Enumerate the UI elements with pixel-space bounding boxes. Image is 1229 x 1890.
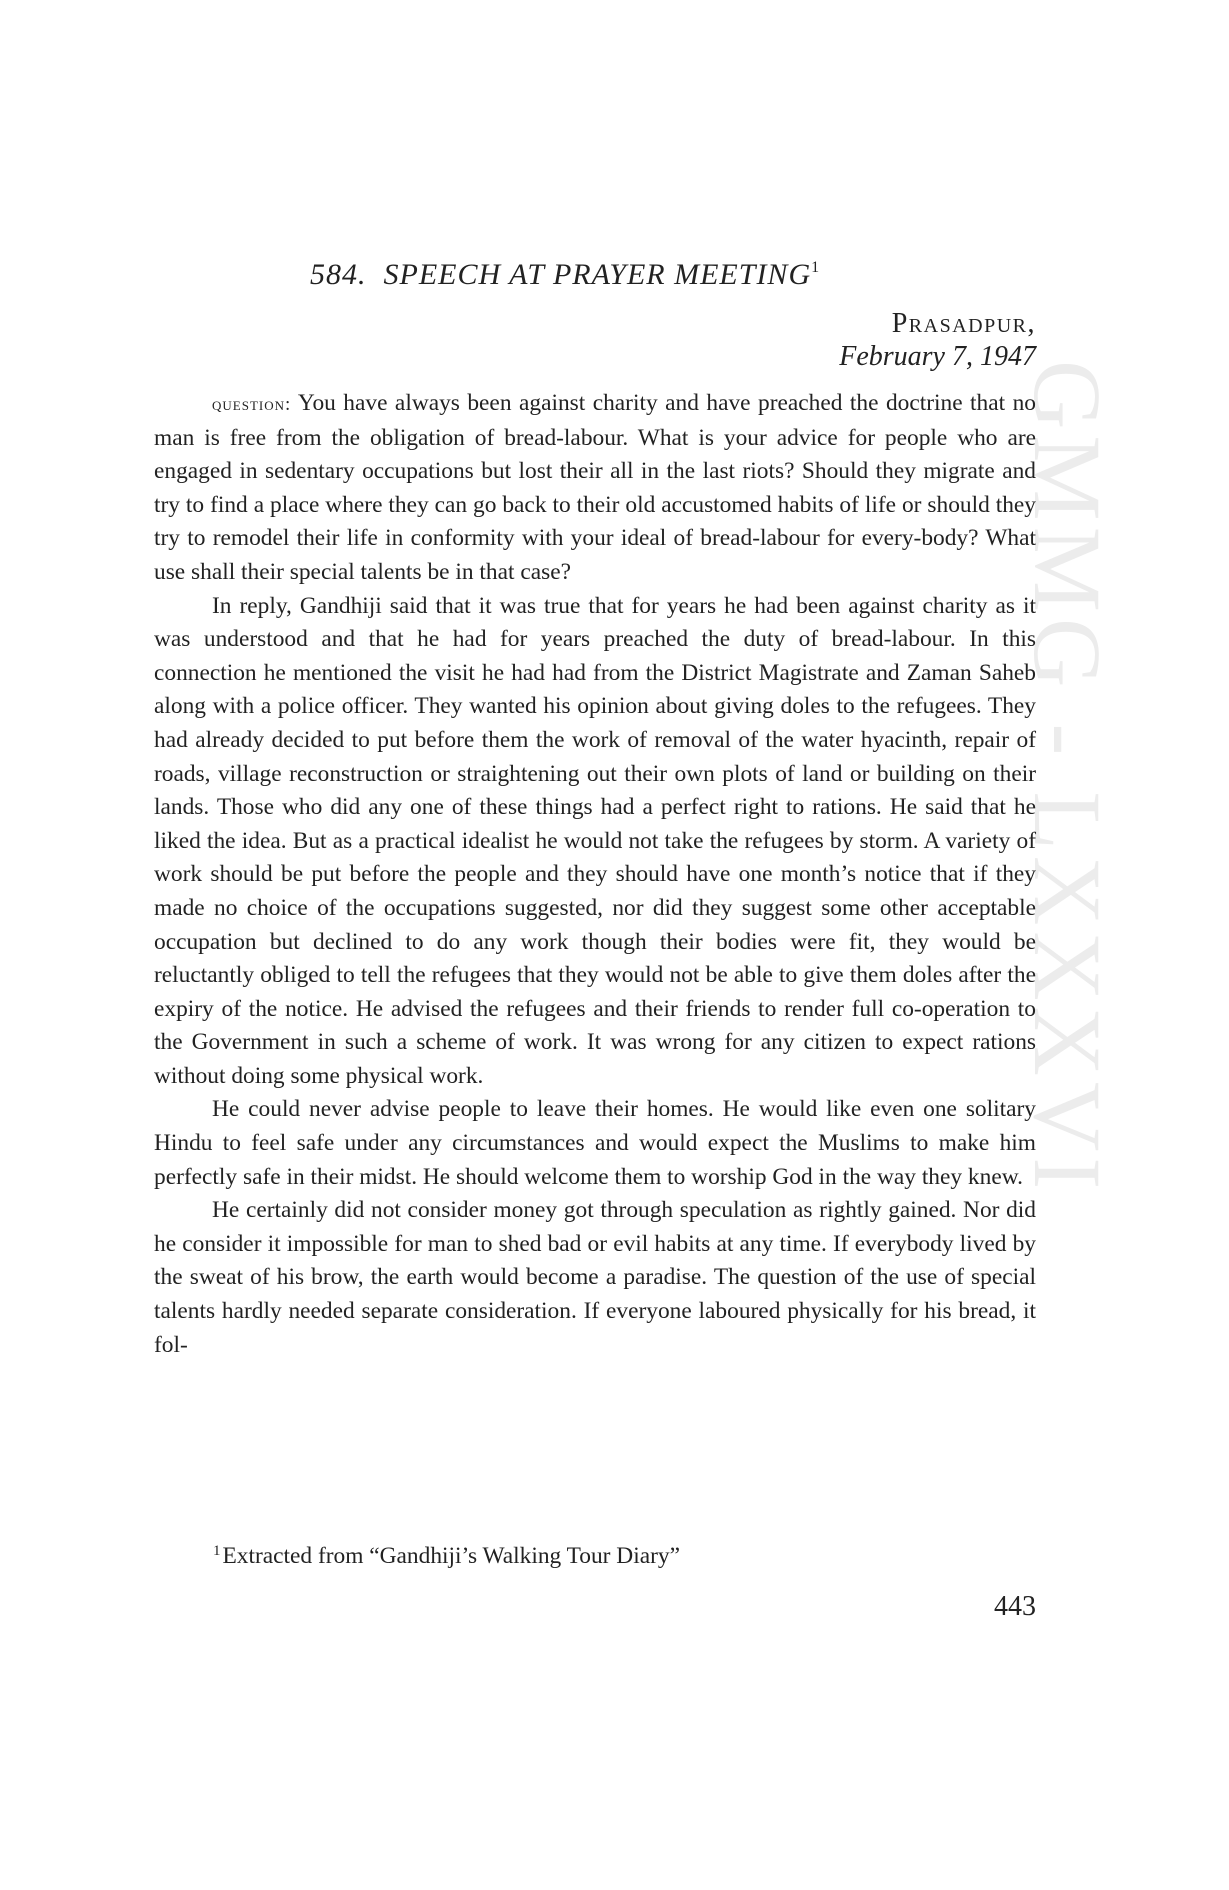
watermark [1014, 360, 1121, 1540]
question-text: You have always been against charity and have preached the doctrine that no man is free from the obligation of bread-labour. What is your advice for people who are engaged in sedentary occupations but lost their all in the last riots? Should they migrate and try to find a place where they can go back to their old accustomed habits of life or should they try to remodel their life in conformity with your ideal of bread-labour for every-body? What use shall their special talents be in that case? [154, 390, 1036, 585]
watermark-text: GMMG - LXXXVI [1014, 360, 1121, 1196]
footnote-marker: 1 [213, 1543, 221, 1559]
heading-title: SPEECH AT PRAYER MEETING [383, 258, 812, 291]
paragraph-3: He certainly did not consider money got through speculation as rightly gained. Nor did he consider it impossible for man to shed bad or evil habits at any time. If everybody lived by the sweat of his brow, the earth would become a paradise. The question of the use of special talents hardly needed separate consideration. If everyone laboured physically for his bread, it fol- [154, 1197, 1036, 1358]
footnote [213, 1543, 680, 1570]
footnote-text: Extracted from “Gandhiji’s Walking Tour Diary” [222, 1543, 680, 1569]
heading-number: 584. [310, 258, 367, 291]
paragraph-1: In reply, Gandhiji said that it was true that for years he had been against charity as it was understood and that he had for years preached the duty of bread-labour. In this connection he mentioned the visit he had had from the District Magistrate and Zaman Saheb along with a police officer. They wanted his opinion about giving doles to the refugees. They had already decided to put before them the work of removal of the water hyacinth, repair of roads, village reconstruction or straightening out their own plots of land or building on their lands. Those who did any one of these things had a perfect right to rations. He said that he liked the idea. But as a practical idealist he would not take the refugees by storm. A variety of work should be put before the people and they should have one month’s notice that if they made no choice of the occupations suggested, nor did they suggest some other acceptable occupation but declined to do any work though their bodies were fit, they would be reluctantly obliged to tell the refugees that they would not be able to give them doles after the expiry of the notice. He advised the refugees and their friends to render full co-operation to the Government in such a scheme of work. It was wrong for any citizen to expect rations without doing some physical work. [154, 592, 1036, 1089]
question-label: question: [212, 394, 292, 415]
dateline-place: Prasadpur, [891, 308, 1036, 339]
page-number: 443 [994, 1591, 1036, 1622]
heading-footnote-marker: 1 [811, 259, 821, 276]
paragraph-2: He could never advise people to leave their homes. He would like even one solitary Hindu to feel safe under any circumstances and would expect the Muslims to make him perfectly safe in their midst. He should welcome them to worship God in the way they knew. [154, 1096, 1036, 1190]
dateline-date: February 7, 1947 [839, 341, 1036, 372]
body-text [154, 387, 1036, 1362]
question-paragraph [154, 387, 1036, 590]
speech-heading [310, 258, 820, 292]
